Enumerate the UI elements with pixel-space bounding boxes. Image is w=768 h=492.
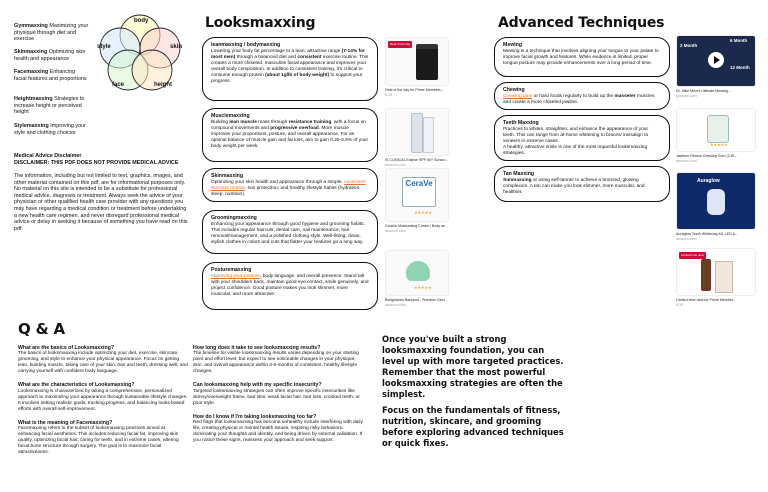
box-mewing: Mewing Mewing is a technique that involves aligning your tongue to your palate to improve facial growth and features. While evidence is limited, proper tongue posture may provide enhancements over a long period of time. <box>494 37 670 77</box>
label-2-month: 2 Month <box>680 43 698 48</box>
rating-stars: ★★★★★ <box>414 210 432 215</box>
product-image-auraglow <box>676 172 756 230</box>
maxxing-item-gym: Gymmaxxing Maximizing your physique through diet and exercise <box>14 23 89 43</box>
box-leanmaxxing: leanmaxxing / bodymaxxing Lowering your body fat percentage to a lean, attractive range (7-14% for most men) through a balanced diet and consistent exercise routine. This creates a more chiseled, masculine facial appearance and improves your overall body composition. In addition to consistent training, it's critical to consume enough protein (about 1g/lb of body weight) to support your progress. <box>202 37 378 101</box>
product-image-selftanner <box>676 248 756 296</box>
product-card-jawliner[interactable] <box>676 108 756 163</box>
maxxing-item-style: Stylemaxxing Improving your style and clothing choices <box>14 123 86 136</box>
product-image-protein <box>385 37 449 86</box>
maxxing-item-height: Heightmaxxing Strategies to increase height or perceived height <box>14 96 85 116</box>
qa-heading: Q & A <box>18 320 65 338</box>
backpod-device-icon <box>406 261 430 281</box>
product-image-sunscreen <box>385 108 449 156</box>
box-skinmaxxing: Skinmaxxing Optimizing your skin health and appearance through a simple, consistent skincare routine, sun protection, and healthy lifestyle habits (hydration, sleep, nutrition). <box>202 168 378 202</box>
product-caption: Bodyplanes Backpod - Premium Devi... <box>385 298 448 302</box>
product-caption: Jawliner Fitness Chewing Gum (2-W... <box>676 154 738 158</box>
disclaimer-body: The information, including but not limited to text, graphics, images, and other material contained on this pdf, are for informational purposes only. No material on this site is intended to be a substitute for professional medical advice, diagnosis or treatment. Always seek the advice of your physician or other qualified health care provider with any questions you may have regarding a medical condition or treatment before undertaking a new health care regimen, and never disregard professional medical advice or delay in seeking it because of something you have read on this pdf. <box>14 173 188 232</box>
product-source: amazon.com <box>676 236 697 241</box>
venn-diagram <box>90 10 190 96</box>
product-card-sunscreen[interactable] <box>385 108 449 167</box>
rating-stars: ★★★★★ <box>710 142 728 147</box>
qa-answer: Facemaxxing refers to the subset of looksmaxxing practices aimed at enhancing facial aesthetics. This includes reducing facial fat, improving skin quality, optimizing facial hair, caring for teeth, and in extreme cases, altering facial bone structure through surgery. The goal is to maximize facial attractiveness. <box>18 426 179 456</box>
product-source: amazon.com <box>385 162 406 167</box>
product-source: amazon.com <box>385 302 406 307</box>
product-card-auraglow[interactable] <box>676 172 756 241</box>
gum-tin-icon <box>707 115 729 143</box>
qa-question: What are the basics of Looksmaxxing? <box>18 345 114 351</box>
qa-question: What is the meaning of Facemaxxing? <box>18 419 113 426</box>
product-caption: Auraglow Teeth Whitening Kit, LED A... <box>676 232 739 236</box>
closing-text-1: Once you've built a strong looksmaxxing foundation, you can level up with more targeted practices. Remember that the most powerful looksmaxxing strategies are often the simplest. <box>382 334 564 399</box>
cerave-tub-icon <box>402 177 436 207</box>
product-caption: CeraVe Moisturizing Cream | Body an... <box>385 224 449 228</box>
qa-answer: Looksmaxxing is characterized by taking a comprehensive, personalized approach to maximizing your appearance through sustainable lifestyle changes. It involves setting realistic goals, tracking progress, and balancing looks-based efforts with overall self-improvement. <box>18 388 188 412</box>
play-triangle-icon <box>714 56 720 64</box>
qa-answer: Targeted looksmaxxing strategies can often improve specific insecurities like skinny/overweight frame, bad skin, weak facial hair, hair loss, crooked teeth, or poor style. <box>193 388 360 406</box>
product-price: $.19 <box>676 302 683 307</box>
disclaimer-subtitle: DISCLAIMER: THIS PDF DOES NOT PROVIDE MEDICAL ADVICE <box>14 160 179 166</box>
posture-link[interactable]: Improving your posture <box>211 274 261 279</box>
product-source: amazon.com <box>385 228 406 233</box>
auraglow-brand-label: Auraglow <box>697 178 720 184</box>
chewing-gum-link[interactable]: Chewing gum <box>503 94 533 99</box>
product-card-selftanner[interactable] <box>676 248 756 307</box>
venn-label-body: body <box>134 18 149 24</box>
deal-badge: Limited time deal <box>681 253 704 257</box>
box-tan-maxxing: Tan Maxxing Sunmaxxing or using self-tanner to achieve a bronzed, glowing complexion. A tan can make you look slimmer, more muscular, and healthier. <box>494 166 670 202</box>
qa-question: How do I know if I'm taking looksmaxxing too far? <box>193 413 317 420</box>
advanced-heading: Advanced Techniques <box>498 15 665 31</box>
product-source: amazon.com <box>676 158 697 163</box>
qa-column-2 <box>193 345 363 444</box>
product-card-cerave[interactable] <box>385 168 449 233</box>
product-card-protein[interactable] <box>385 37 449 97</box>
sunscreen-tube-icon <box>411 113 423 153</box>
product-price: $.29 <box>385 92 392 97</box>
product-image-backpod <box>385 250 449 296</box>
product-image-jawliner <box>676 108 756 152</box>
venn-label-style: style <box>97 44 111 50</box>
rating-stars: ★★★★★ <box>414 285 432 290</box>
video-caption: Dr. Mike Mew's Ultimate Mewing... <box>676 89 731 93</box>
skincare-routine-link[interactable]: consistent skincare routine <box>211 180 366 191</box>
product-caption: IS CLINICAL Eclipse SPF 50+ Sunscr... <box>385 158 449 162</box>
box-groomingmaxxing: Groomingmaxxing Enhancing your appearance through good hygiene and grooming habits. This includes regular haircuts, dental care, nail maintenance, hair removal/management, and a polished clothing style. Well-fitting, clean, stylish clothes in colors and cuts that flatter your features go a long way. <box>202 210 378 254</box>
product-caption: Deal of the day for Prime Members... <box>385 88 444 92</box>
protein-tub-icon <box>416 46 438 80</box>
qa-answer: The basics of looksmaxxing include optimizing your diet, exercise, skincare, grooming, and style to enhance your physical appearance. Focus on getting lean, building muscle, taking care of your skin, hair and teeth, dressing well, and carrying yourself with confident body language. <box>18 351 188 375</box>
maxxing-item-skin: Skinmaxxing Optimizing skin health and appearance <box>14 49 86 62</box>
product-caption: Limited-time deal for Prime Member... <box>676 298 736 302</box>
closing-text-2: Focus on the fundamentals of fitness, nutrition, skincare, and grooming before exploring advanced techniques or quick fixes. <box>382 405 564 448</box>
disclaimer-title: Medical Advice Disclaimer <box>14 153 82 159</box>
product-card-backpod[interactable] <box>385 250 449 307</box>
sunscreen-box-icon <box>423 117 434 153</box>
qa-answer: Red flags that looksmaxxing has become unhealthy include interfering with daily life, creating physical or mental health issues, inspiring risky behaviors, dominating your thoughts and identity, and being driven by external validation. If you notice these signs, reassess your approach and seek support. <box>193 420 363 444</box>
whitening-device-icon <box>707 189 725 215</box>
venn-label-height: height <box>154 82 172 88</box>
tanner-box-icon <box>715 261 733 293</box>
video-source: youtube.com <box>676 93 697 98</box>
box-posturemaxxing: Posturemaxxing Improving your posture, body language, and overall presence. Stand tall with your shoulders back, maintain good eye contact, smile genuinely, and project confidence. Good posture makes you look slimmer, more muscular, and more attractive. <box>202 262 378 310</box>
video-thumbnail <box>676 35 756 87</box>
qa-question: How long does it take to see looksmaxxing results? <box>193 345 321 351</box>
box-musclemaxxing: Musclemaxxing Building lean muscle mass through resistance training, with a focus on compound movements and progressive overload. More muscle improves your proportions, posture, and overall appearance. For an optimal balance of muscle gain and fat loss, aim to gain 0.25-0.5% of your body weight per week. <box>202 108 378 162</box>
box-chewing: Chewing Chewing gum or hard foods regularly to build up the masseter muscles and create a more chiseled jawline. <box>494 82 670 110</box>
qa-question: What are the characteristics of Looksmaxxing? <box>18 382 135 389</box>
protein-tub-lid <box>416 44 438 49</box>
qa-answer: The timeline for visible looksmaxxing results varies depending on your starting point and effort level, but expect to see noticeable changes in your physique, skin, and overall appearance within 3-6 months of consistent, healthy lifestyle changes. <box>193 351 359 375</box>
tanner-bottle-icon <box>701 259 711 291</box>
play-button-icon[interactable] <box>708 52 724 68</box>
product-image-cerave <box>385 168 449 222</box>
venn-label-skin: skin <box>170 44 183 50</box>
venn-label-face: face <box>112 82 125 88</box>
label-12-month: 12 Month <box>730 65 750 70</box>
maxxing-item-face: Facemaxxing Enhancing facial features and proportions <box>14 69 87 82</box>
label-6-month: 6 Month <box>730 38 748 43</box>
deal-badge: Deal of the day <box>390 42 411 46</box>
looksmaxxing-heading: Looksmaxxing <box>205 15 316 31</box>
video-card-mewing[interactable] <box>676 35 756 98</box>
cerave-logo: CeraVe <box>405 179 433 188</box>
qa-question: Can looksmaxxing help with my specific insecurity? <box>193 382 322 389</box>
qa-column-1 <box>18 345 188 456</box>
box-teeth-maxxing: Teeth Maxxing Practices to whiten, straighten, and enhance the appearance of your teeth. This can range from at-home whitening to braces/ invisalign to veneers in extreme cases. A healthy, attractive smile is one of the most impactful looksmaxxing strategies. <box>494 115 670 161</box>
